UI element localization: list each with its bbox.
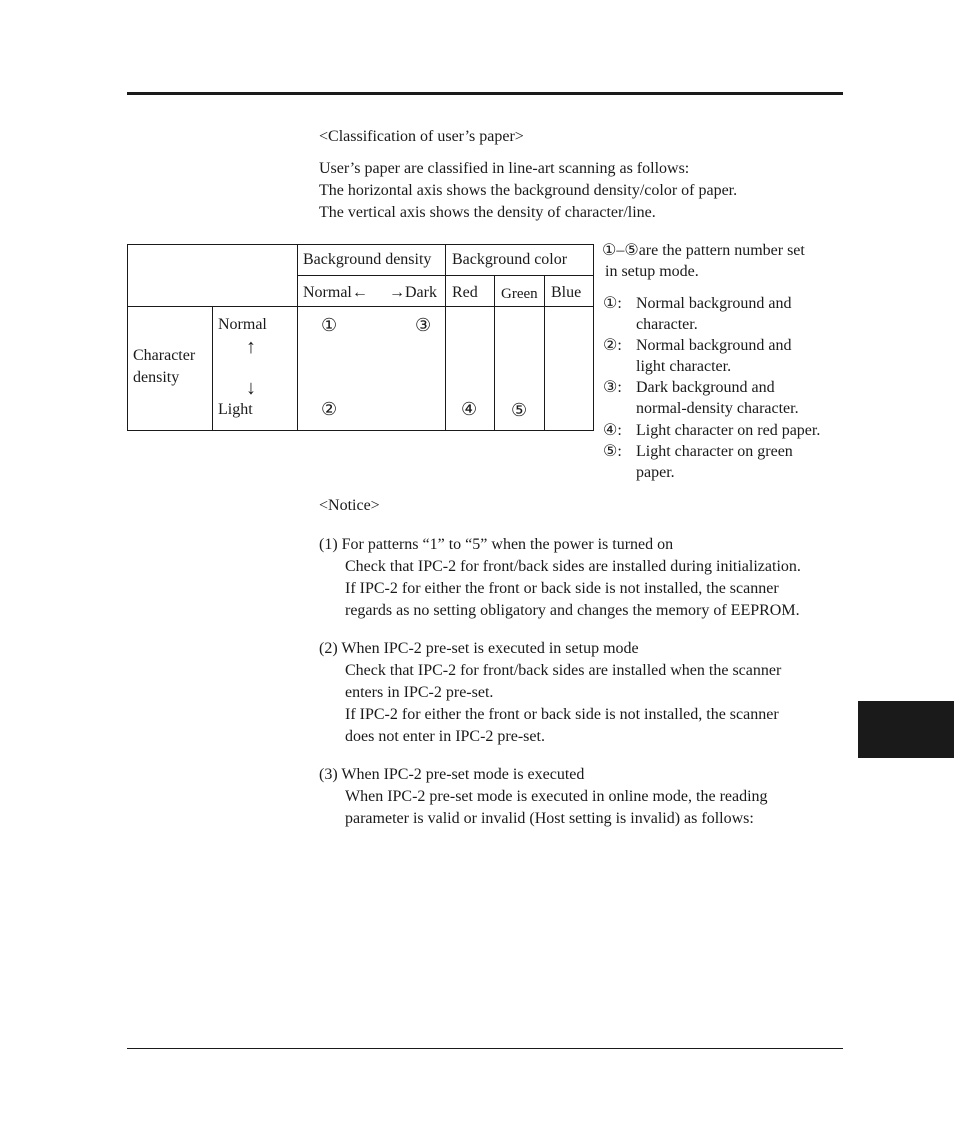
dark-arrow-label: →Dark [389,284,437,301]
legend-line-1: Light character on red paper. [636,422,821,439]
header-blue [545,276,594,307]
notice-1-title: (1) For patterns “1” to “5” when the power is turned on [319,536,674,553]
row-label-line-2: density [133,369,180,386]
pattern-1-marker: ① [321,315,338,335]
legend-line-2: normal-density character. [636,400,799,417]
normal-label: Normal [218,316,267,333]
legend-line-2: paper. [636,464,675,481]
pattern-2-marker: ② [321,399,338,419]
top-rule [127,92,843,95]
intro-line-3: The vertical axis shows the density of character/line. [319,204,656,221]
header-green [495,276,545,307]
legend-number: ⑤: [603,443,622,460]
table-corner-cell [128,245,298,307]
header-density-arrows [298,276,446,307]
legend-number: ③: [603,379,622,396]
header-background-density-text: Background density [303,251,432,268]
row-label-character-density [128,307,213,431]
bottom-rule [127,1048,843,1049]
notice-2-title: (2) When IPC-2 pre-set is executed in setup mode [319,640,639,657]
legend-number: ④: [603,422,622,439]
normal-arrow-label: Normal← [303,284,368,301]
intro-line-1: User’s paper are classified in line-art scanning as follows: [319,160,690,177]
density-pattern-cell [298,307,446,431]
green-label: Green [501,286,538,302]
header-background-color [446,245,594,276]
legend-item-1 [603,293,843,335]
classification-table [127,244,594,431]
section-heading: <Classification of user’s paper> [319,128,524,145]
pattern-5-marker: ⑤ [511,400,528,420]
legend-line-2: character. [636,316,698,333]
light-label: Light [218,401,253,418]
legend-number: ②: [603,337,622,354]
blue-label: Blue [551,284,582,301]
red-pattern-cell [446,307,495,431]
legend-line-1: Normal background and [636,337,792,354]
notice-heading: <Notice> [319,497,380,514]
legend-intro-line-1: ①–⑤are the pattern number set [602,242,805,259]
legend-item-5 [603,441,843,483]
green-pattern-cell [495,307,545,431]
up-arrow-icon: ↑ [246,336,256,358]
intro-line-2: The horizontal axis shows the background density/color of paper. [319,182,738,199]
legend-line-1: Normal background and [636,295,792,312]
notice-1-line-3: regards as no setting obligatory and changes the memory of EEPROM. [345,602,800,619]
blue-pattern-cell [545,307,594,431]
header-red [446,276,495,307]
notice-1-line-1: Check that IPC-2 for front/back sides are installed during initialization. [345,558,801,575]
notice-2-line-1: Check that IPC-2 for front/back sides are installed when the scanner [345,662,782,679]
header-background-density [298,245,446,276]
down-arrow-icon: ↓ [246,377,256,399]
header-background-color-text: Background color [452,251,568,268]
legend-item-4 [603,420,843,441]
notice-2-line-2: enters in IPC-2 pre-set. [345,684,494,701]
red-label: Red [452,284,478,301]
density-scale-cell [213,307,298,431]
legend-line-1: Light character on green [636,443,793,460]
legend-line-2: light character. [636,358,732,375]
legend-item-3 [603,377,843,419]
legend-number: ①: [603,295,622,312]
legend-intro-line-2: in setup mode. [605,263,699,280]
notice-3-title: (3) When IPC-2 pre-set mode is executed [319,766,585,783]
chapter-tab-marker [858,701,954,758]
pattern-4-marker: ④ [461,399,478,419]
notice-2-line-4: does not enter in IPC-2 pre-set. [345,728,545,745]
legend-item-2 [603,335,843,377]
pattern-3-marker: ③ [415,315,432,335]
notice-3-line-1: When IPC-2 pre-set mode is executed in online mode, the reading [345,788,768,805]
legend-line-1: Dark background and [636,379,775,396]
notice-2-line-3: If IPC-2 for either the front or back side is not installed, the scanner [345,706,779,723]
row-label-line-1: Character [133,347,196,364]
notice-1-line-2: If IPC-2 for either the front or back side is not installed, the scanner [345,580,779,597]
notice-3-line-2: parameter is valid or invalid (Host setting is invalid) as follows: [345,810,754,827]
